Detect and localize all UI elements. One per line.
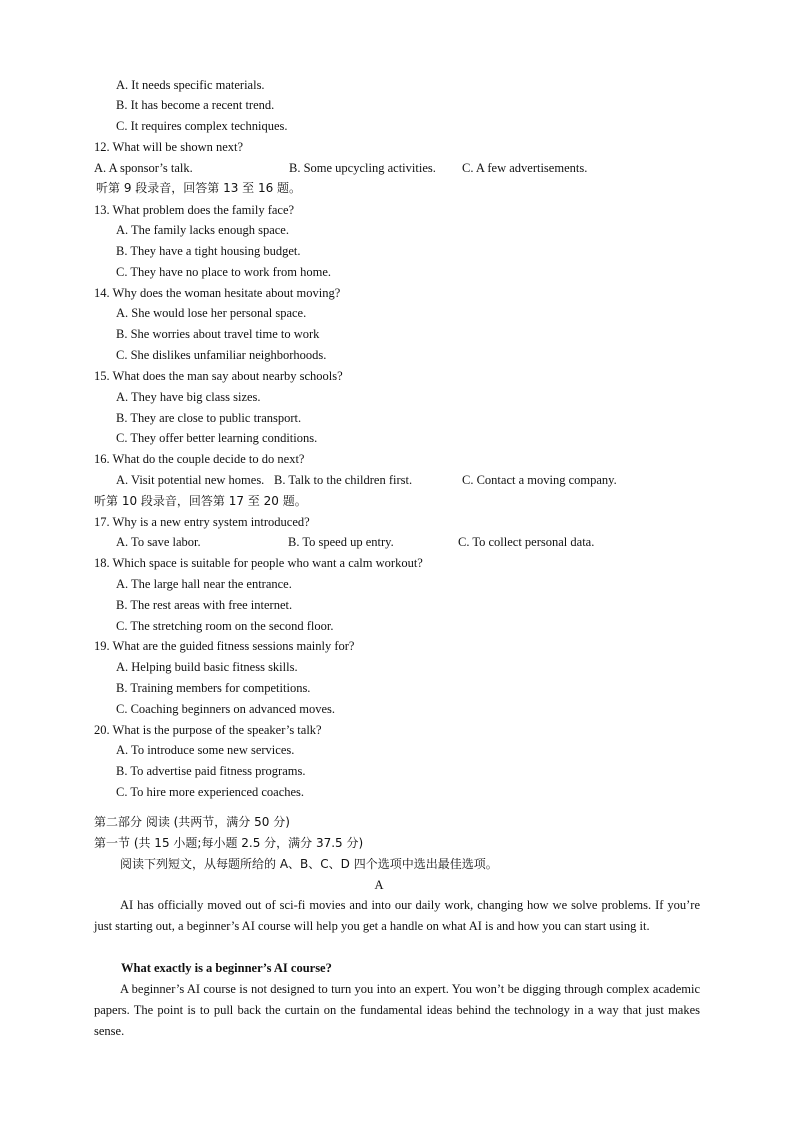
q11-option-a: A. It needs specific materials. [116,78,265,92]
passage-heading: What exactly is a beginner’s AI course? [121,961,332,975]
q16-option-c: C. Contact a moving company. [462,473,617,487]
q20-option-c: C. To hire more experienced coaches. [116,785,305,799]
passage-paragraph-2: A beginner’s AI course is not designed to turn you into an expert. You won’t be digging through complex academic papers. The point is to pull back the curtain on the fundamental ideas behind the technology in a way that just makes sense. [94,982,700,1038]
q14-stem: 14. Why does the woman hesitate about moving? [94,286,341,300]
q20-option-b: B. To advertise paid fitness programs. [116,764,306,778]
q13-stem: 13. What problem does the family face? [94,203,295,217]
q14-option-c: C. She dislikes unfamiliar neighborhoods. [116,348,327,362]
q15-option-c: C. They offer better learning conditions. [116,431,318,445]
q13-option-c: C. They have no place to work from home. [116,265,331,279]
passage-paragraph-1: AI has officially moved out of sci-fi movies and into our daily work, changing how we solve problems. If you’re just starting out, a beginner’s AI course will help you get a handle on what AI is and how you can start using it. [94,898,700,933]
q17-option-c: C. To collect personal data. [458,535,595,549]
q19-option-c: C. Coaching beginners on advanced moves. [116,702,336,716]
q18-stem: 18. Which space is suitable for people who want a calm workout? [94,556,423,570]
q11-option-c: C. It requires complex techniques. [116,119,288,133]
q16-options [116,472,716,488]
section-9-instruction: 听第 9 段录音，回答第 13 至 16 题。 [96,181,302,195]
q13-option-a: A. The family lacks enough space. [116,223,289,237]
q14-option-a: A. She would lose her personal space. [116,306,307,320]
q12-stem: 12. What will be shown next? [94,140,244,154]
q15-stem: 15. What does the man say about nearby schools? [94,369,343,383]
q17-stem: 17. Why is a new entry system introduced? [94,515,310,529]
q15-option-b: B. They are close to public transport. [116,411,302,425]
q19-option-a: A. Helping build basic fitness skills. [116,660,298,674]
part-2-title: 第二部分 阅读 (共两节，满分 50 分) [94,815,290,829]
q17-options [116,534,716,550]
q17-option-a: A. To save labor. [116,535,201,549]
section-1-title: 第一节 (共 15 小题;每小题 2.5 分，满分 37.5 分) [94,836,364,850]
q18-option-a: A. The large hall near the entrance. [116,577,292,591]
q12-options [94,160,694,176]
passage-letter: A [374,878,384,892]
q12-option-c: C. A few advertisements. [462,161,588,175]
q19-stem: 19. What are the guided fitness sessions mainly for? [94,639,355,653]
q14-option-b: B. She worries about travel time to work [116,327,320,341]
q18-option-c: C. The stretching room on the second floor. [116,619,334,633]
q13-option-b: B. They have a tight housing budget. [116,244,301,258]
q16-option-a: A. Visit potential new homes. [116,473,265,487]
reading-instruction: 阅读下列短文，从每题所给的 A、B、C、D 四个选项中选出最佳选项。 [120,857,498,871]
q20-stem: 20. What is the purpose of the speaker’s talk? [94,723,322,737]
q17-option-b: B. To speed up entry. [288,535,394,549]
section-10-instruction: 听第 10 段录音，回答第 17 至 20 题。 [94,494,307,508]
q20-option-a: A. To introduce some new services. [116,743,295,757]
q15-option-a: A. They have big class sizes. [116,390,261,404]
q11-option-b: B. It has become a recent trend. [116,98,275,112]
q16-stem: 16. What do the couple decide to do next? [94,452,305,466]
q19-option-b: B. Training members for competitions. [116,681,311,695]
q16-option-b: B. Talk to the children first. [274,473,413,487]
q12-option-a: A. A sponsor’s talk. [94,161,193,175]
q12-option-b: B. Some upcycling activities. [289,161,436,175]
q18-option-b: B. The rest areas with free internet. [116,598,293,612]
